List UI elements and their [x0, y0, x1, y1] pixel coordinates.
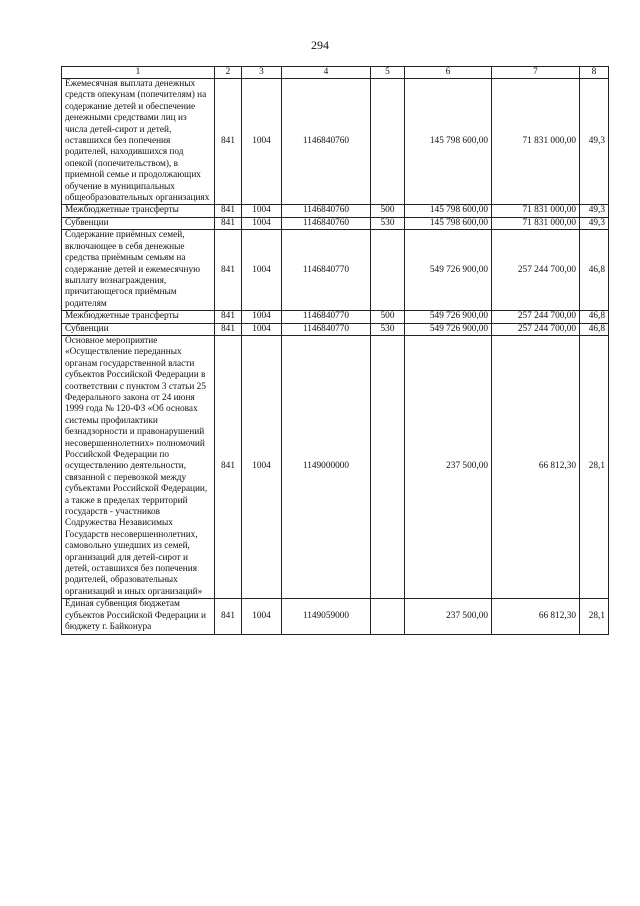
- column-number: 7: [492, 67, 580, 79]
- cell-ministry-code: 841: [215, 335, 242, 598]
- cell-expense-type: [371, 230, 405, 311]
- table-row: [62, 230, 609, 311]
- cell-percent: 46,8: [580, 311, 609, 323]
- cell-ministry-code: 841: [215, 323, 242, 335]
- cell-amount-executed: 257 244 700,00: [492, 311, 580, 323]
- cell-ministry-code: 841: [215, 599, 242, 634]
- cell-target-article: 1149059000: [282, 599, 371, 634]
- cell-section-code: 1004: [242, 79, 282, 205]
- table-row: [62, 311, 609, 323]
- row-name: Межбюджетные трансферты: [62, 311, 215, 323]
- column-number: 5: [371, 67, 405, 79]
- cell-amount-executed: 66 812,30: [492, 335, 580, 598]
- cell-percent: 49,3: [580, 205, 609, 217]
- cell-amount-planned: 145 798 600,00: [405, 205, 492, 217]
- cell-target-article: 1146840760: [282, 217, 371, 229]
- cell-amount-executed: 257 244 700,00: [492, 230, 580, 311]
- cell-amount-planned: 237 500,00: [405, 599, 492, 634]
- budget-table: [61, 66, 609, 635]
- cell-amount-planned: 237 500,00: [405, 335, 492, 598]
- cell-percent: 49,3: [580, 217, 609, 229]
- column-number: 8: [580, 67, 609, 79]
- row-name: Межбюджетные трансферты: [62, 205, 215, 217]
- column-number: 2: [215, 67, 242, 79]
- cell-amount-planned: 145 798 600,00: [405, 217, 492, 229]
- cell-percent: 28,1: [580, 335, 609, 598]
- page-number: 294: [311, 38, 329, 52]
- cell-target-article: 1146840760: [282, 205, 371, 217]
- cell-target-article: 1149000000: [282, 335, 371, 598]
- column-number: 1: [62, 67, 215, 79]
- cell-amount-planned: 549 726 900,00: [405, 311, 492, 323]
- cell-ministry-code: 841: [215, 311, 242, 323]
- cell-section-code: 1004: [242, 599, 282, 634]
- cell-section-code: 1004: [242, 205, 282, 217]
- row-name: Содержание приёмных семей, включающее в себя денежные средства приёмным семьям на содержание детей и ежемесячную выплату вознаграждения, причитающегося приёмным родителям: [62, 230, 215, 311]
- cell-percent: 49,3: [580, 79, 609, 205]
- cell-ministry-code: 841: [215, 205, 242, 217]
- cell-amount-executed: 71 831 000,00: [492, 205, 580, 217]
- cell-target-article: 1146840760: [282, 79, 371, 205]
- cell-expense-type: [371, 599, 405, 634]
- table-row: [62, 217, 609, 229]
- cell-section-code: 1004: [242, 335, 282, 598]
- table-row: [62, 599, 609, 634]
- cell-amount-planned: 549 726 900,00: [405, 230, 492, 311]
- cell-target-article: 1146840770: [282, 311, 371, 323]
- cell-ministry-code: 841: [215, 79, 242, 205]
- row-name: Основное мероприятие «Осуществление переданных органам государственной власти субъектов Российской Федерации в соответствии с пунктом 3 статьи 25 Федерального закона от 24 июня 1999 года № 120-ФЗ «Об основах системы профилактики безнадзорности и правонарушений несовершеннолетних» полномочий Российской Федерации по осуществлению деятельности, связанной с перевозкой между субъектами Российской Федерации, а также в пределах территорий государств - участников Содружества Независимых Государств несовершеннолетних, самовольно ушедших из семей, организаций для детей-сирот и детей, оставшихся без попечения родителей, образовательных организаций и иных организаций»: [62, 335, 215, 598]
- cell-percent: 46,8: [580, 323, 609, 335]
- cell-amount-executed: 71 831 000,00: [492, 217, 580, 229]
- cell-ministry-code: 841: [215, 217, 242, 229]
- column-number: 3: [242, 67, 282, 79]
- cell-expense-type: 530: [371, 217, 405, 229]
- cell-target-article: 1146840770: [282, 323, 371, 335]
- cell-amount-planned: 549 726 900,00: [405, 323, 492, 335]
- cell-expense-type: 500: [371, 311, 405, 323]
- cell-percent: 46,8: [580, 230, 609, 311]
- table-row: [62, 79, 609, 205]
- cell-ministry-code: 841: [215, 230, 242, 311]
- cell-percent: 28,1: [580, 599, 609, 634]
- cell-section-code: 1004: [242, 323, 282, 335]
- row-name: Субвенции: [62, 323, 215, 335]
- column-number: 6: [405, 67, 492, 79]
- cell-section-code: 1004: [242, 311, 282, 323]
- cell-expense-type: 500: [371, 205, 405, 217]
- table-row: [62, 323, 609, 335]
- column-number-row: [62, 67, 609, 79]
- cell-expense-type: [371, 335, 405, 598]
- cell-target-article: 1146840770: [282, 230, 371, 311]
- cell-amount-executed: 257 244 700,00: [492, 323, 580, 335]
- row-name: Единая субвенция бюджетам субъектов Российской Федерации и бюджету г. Байконура: [62, 599, 215, 634]
- cell-amount-executed: 71 831 000,00: [492, 79, 580, 205]
- cell-expense-type: 530: [371, 323, 405, 335]
- cell-amount-executed: 66 812,30: [492, 599, 580, 634]
- row-name: Ежемесячная выплата денежных средств опекунам (попечителям) на содержание детей и обеспечение денежными средствами лиц из числа детей-сирот и детей, оставшихся без попечения родителей, находившихся под опекой (попечительством), в приемной семье и продолжающих обучение в муниципальных общеобразовательных организациях: [62, 79, 215, 205]
- table-row: [62, 205, 609, 217]
- cell-section-code: 1004: [242, 217, 282, 229]
- cell-amount-planned: 145 798 600,00: [405, 79, 492, 205]
- table-row: [62, 335, 609, 598]
- row-name: Субвенции: [62, 217, 215, 229]
- cell-section-code: 1004: [242, 230, 282, 311]
- cell-expense-type: [371, 79, 405, 205]
- column-number: 4: [282, 67, 371, 79]
